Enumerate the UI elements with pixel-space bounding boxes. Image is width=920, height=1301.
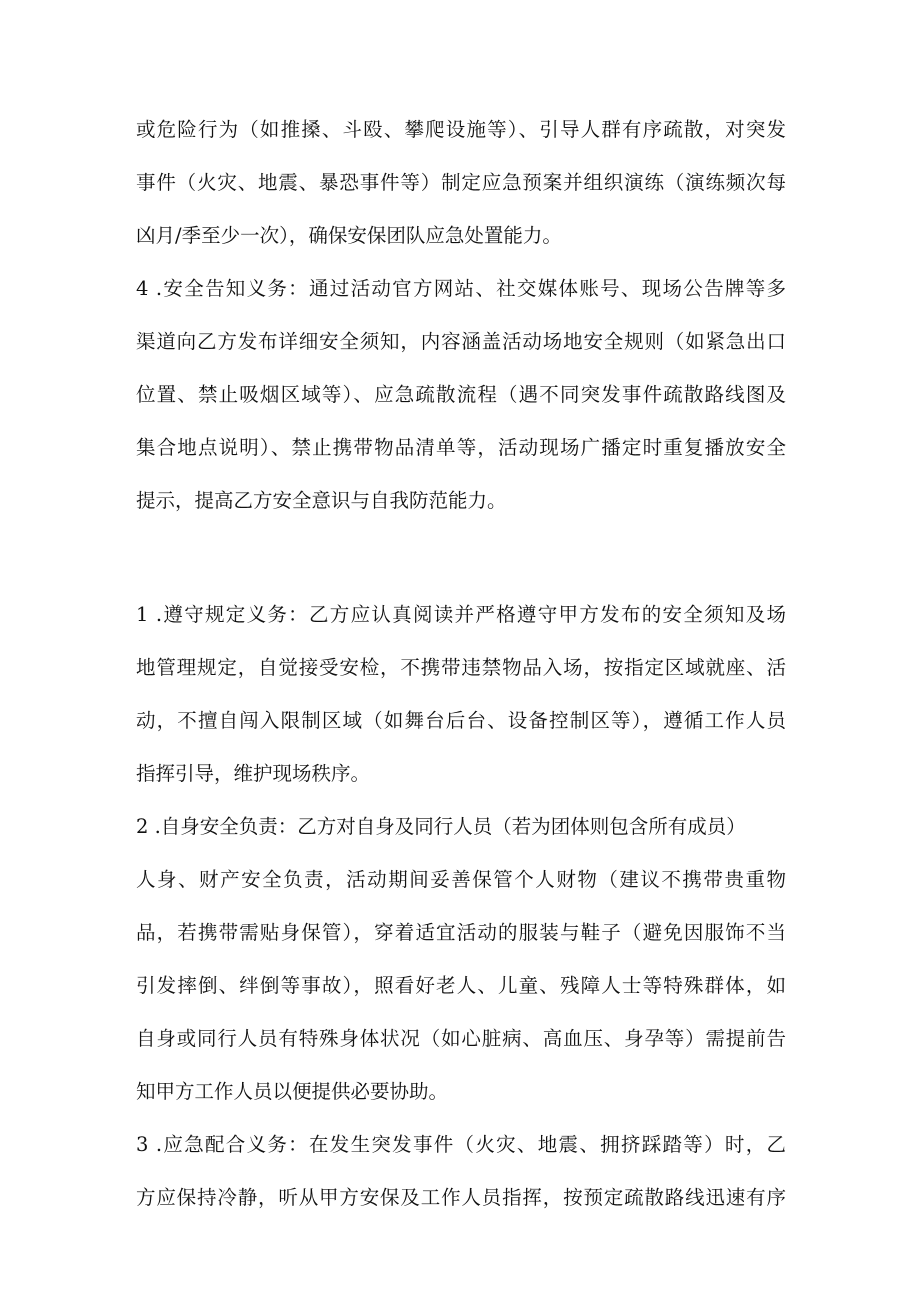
text-line: 方应保持冷静，听从甲方安保及工作人员指挥，按预定疏散路线迅速有序 bbox=[136, 1186, 786, 1209]
text-block-party-b-duties bbox=[136, 588, 786, 1224]
text-line: 指挥引导，维护现场秩序。 bbox=[136, 762, 371, 785]
text-line: 人身、财产安全负责，活动期间妥善保管个人财物（建议不携带贵重物 bbox=[136, 868, 786, 891]
text-line: 或危险行为（如推搡、斗殴、攀爬设施等）、引导人群有序疏散，对突发 bbox=[136, 118, 786, 141]
text-line: 品，若携带需贴身保管），穿着适宜活动的服装与鞋子（避免因服饰不当 bbox=[136, 921, 786, 944]
text-line: 1 .遵守规定义务：乙方应认真阅读并严格遵守甲方发布的安全须知及场 bbox=[136, 603, 786, 626]
text-line: 渠道向乙方发布详细安全须知，内容涵盖活动场地安全规则（如紧急出口 bbox=[136, 330, 786, 353]
text-line: 地管理规定，自觉接受安检，不携带违禁物品入场，按指定区域就座、活 bbox=[136, 656, 786, 679]
text-line: 事件（火灾、地震、暴恐事件等）制定应急预案并组织演练（演练频次每 bbox=[136, 171, 786, 194]
text-line: 自身或同行人员有特殊身体状况（如心脏病、高血压、身孕等）需提前告 bbox=[136, 1027, 786, 1050]
text-line: 位置、禁止吸烟区域等）、应急疏散流程（遇不同突发事件疏散路线图及 bbox=[136, 383, 786, 406]
text-line: 提示，提高乙方安全意识与自我防范能力。 bbox=[136, 489, 507, 512]
text-line: 动，不擅自闯入限制区域（如舞台后台、设备控制区等），遵循工作人员 bbox=[136, 709, 786, 732]
text-line: 2 .自身安全负责：乙方对自身及同行人员（若为团体则包含所有成员） bbox=[136, 815, 746, 838]
text-line: 引发摔倒、绊倒等事故），照看好老人、儿童、残障人士等特殊群体，如 bbox=[136, 974, 786, 997]
text-line: 3 .应急配合义务：在发生突发事件（火灾、地震、拥挤踩踏等）时，乙 bbox=[136, 1133, 786, 1156]
text-line: 凶月/季至少一次），确保安保团队应急处置能力。 bbox=[136, 224, 562, 247]
text-line: 知甲方工作人员以便提供必要协助。 bbox=[136, 1080, 449, 1103]
text-block-security-duties bbox=[136, 103, 786, 527]
text-line: 集合地点说明）、禁止携带物品清单等，活动现场广播定时重复播放安全 bbox=[136, 436, 786, 459]
text-line: 4 .安全告知义务：通过活动官方网站、社交媒体账号、现场公告牌等多 bbox=[136, 277, 786, 300]
